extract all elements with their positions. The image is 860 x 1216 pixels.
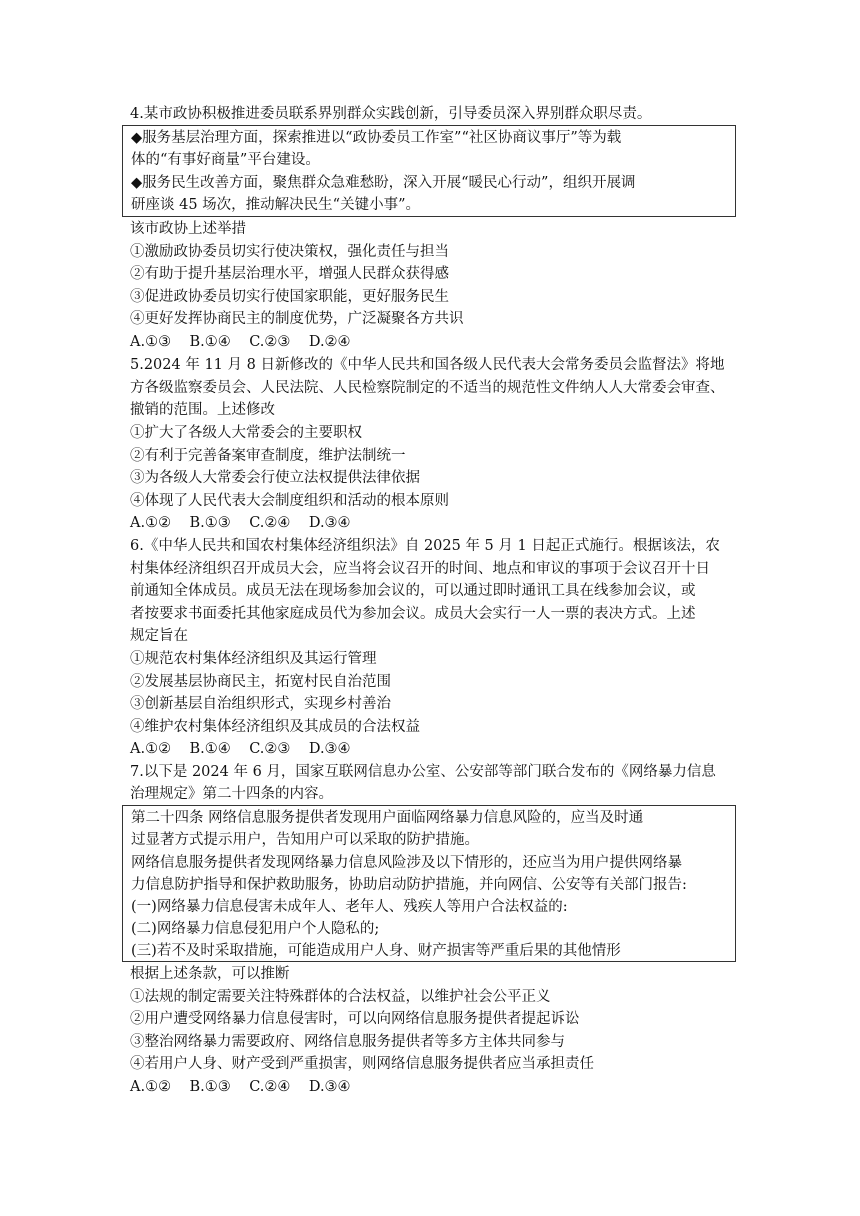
q7-lead: 根据上述条款，可以推断 — [130, 966, 290, 982]
q6-stem: 者按要求书面委托其他家庭成员代为参加会议。成员大会实行一人一票的表决方式。上述 — [130, 606, 696, 622]
q4-stem: 4.某市政协积极推进委员联系界别群众实践创新，引导委员深入界别群众职尽责。 — [130, 106, 652, 122]
q4-option: ①激励政协委员切实行使决策权，强化责任与担当 — [130, 244, 449, 260]
q4-box-line: ◆服务基层治理方面，探索推进以“政协委员工作室”“社区协商议事厅”等为载 — [131, 130, 622, 146]
q7-stem: 7.以下是 2024 年 6 月，国家互联网信息办公室、公安部等部门联合发布的《网络暴力信息 — [130, 764, 716, 780]
q4-option: ③促进政协委员切实行使国家职能，更好服务民生 — [130, 289, 449, 305]
q5-stem: 方各级监察委员会、人民法院、人民检察院制定的不适当的规范性文件纳人人大常委会审查、 — [130, 380, 725, 396]
q4-material-box — [122, 125, 736, 217]
q6-option: ②发展基层协商民主，拓宽村民自治范围 — [130, 674, 391, 690]
q4-box-line: 体的“有事好商量”平台建设。 — [131, 152, 320, 168]
q7-answer-choices: A.①② B.①③ C.②④ D.③④ — [130, 1079, 351, 1095]
q7-option: ②用户遭受网络暴力信息侵害时，可以向网络信息服务提供者提起诉讼 — [130, 1011, 580, 1027]
q7-regulation-box — [122, 805, 736, 962]
q6-answer-choices: A.①② B.①④ C.②③ D.③④ — [130, 741, 351, 757]
q4-box-line: 研座谈 45 场次，推动解决民生“关键小事”。 — [131, 197, 420, 213]
q5-stem: 5.2024 年 11 月 8 日新修改的《中华人民共和国各级人民代表大会常务委员会监督法》将地 — [130, 357, 725, 373]
q6-option: ④维护农村集体经济组织及其成员的合法权益 — [130, 719, 420, 735]
q6-option: ①规范农村集体经济组织及其运行管理 — [130, 651, 377, 667]
q5-option: ①扩大了各级人大常委会的主要职权 — [130, 425, 362, 441]
q6-stem: 前通知全体成员。成员无法在现场参加会议的，可以通过即时通讯工具在线参加会议，或 — [130, 583, 696, 599]
q6-option: ③创新基层自治组织形式，实现乡村善治 — [130, 696, 391, 712]
q6-stem: 村集体经济组织召开成员大会，应当将会议召开的时间、地点和审议的事项于会议召开十日 — [130, 561, 710, 577]
q5-stem: 撤销的范围。上述修改 — [130, 402, 275, 418]
q4-option: ②有助于提升基层治理水平，增强人民群众获得感 — [130, 266, 449, 282]
q4-option: ④更好发挥协商民主的制度优势，广泛凝聚各方共识 — [130, 311, 464, 327]
q5-option: ③为各级人大常委会行使立法权提供法律依据 — [130, 470, 420, 486]
q7-stem: 治理规定》第二十四条的内容。 — [130, 786, 333, 802]
q7-box-line: 网络信息服务提供者发现网络暴力信息风险涉及以下情形的，还应当为用户提供网络暴 — [131, 855, 682, 871]
q7-option: ①法规的制定需要关注特殊群体的合法权益，以维护社会公平正义 — [130, 989, 551, 1005]
q4-lead: 该市政协上述举措 — [130, 221, 246, 237]
q7-box-line: 过显著方式提示用户，告知用户可以采取的防护措施。 — [131, 832, 479, 848]
q7-box-line: (一)网络暴力信息侵害未成年人、老年人、残疾人等用户合法权益的: — [131, 899, 568, 915]
q5-answer-choices: A.①② B.①③ C.②④ D.③④ — [130, 515, 351, 531]
q7-box-line: (二)网络暴力信息侵犯用户个人隐私的; — [131, 921, 380, 937]
q5-option: ④体现了人民代表大会制度组织和活动的根本原则 — [130, 493, 449, 509]
q6-stem: 6.《中华人民共和国农村集体经济组织法》自 2025 年 5 月 1 日起正式施行。根据该法，农 — [130, 538, 720, 554]
q4-box-line: ◆服务民生改善方面，聚焦群众急难愁盼，深入开展“暖民心行动”，组织开展调 — [131, 175, 636, 191]
q5-option: ②有利于完善备案审查制度，维护法制统一 — [130, 448, 406, 464]
q7-option: ③整治网络暴力需要政府、网络信息服务提供者等多方主体共同参与 — [130, 1034, 565, 1050]
q7-box-line: 力信息防护指导和保护救助服务，协助启动防护措施，并向网信、公安等有关部门报告: — [131, 877, 687, 893]
q4-answer-choices: A.①③ B.①④ C.②③ D.②④ — [130, 334, 351, 350]
q6-stem: 规定旨在 — [130, 628, 188, 644]
q7-box-line: 第二十四条 网络信息服务提供者发现用户面临网络暴力信息风险的，应当及时通 — [131, 810, 644, 826]
q7-box-line: (三)若不及时采取措施，可能造成用户人身、财产损害等严重后果的其他情形 — [131, 943, 621, 959]
q7-option: ④若用户人身、财产受到严重损害，则网络信息服务提供者应当承担责任 — [130, 1056, 594, 1072]
